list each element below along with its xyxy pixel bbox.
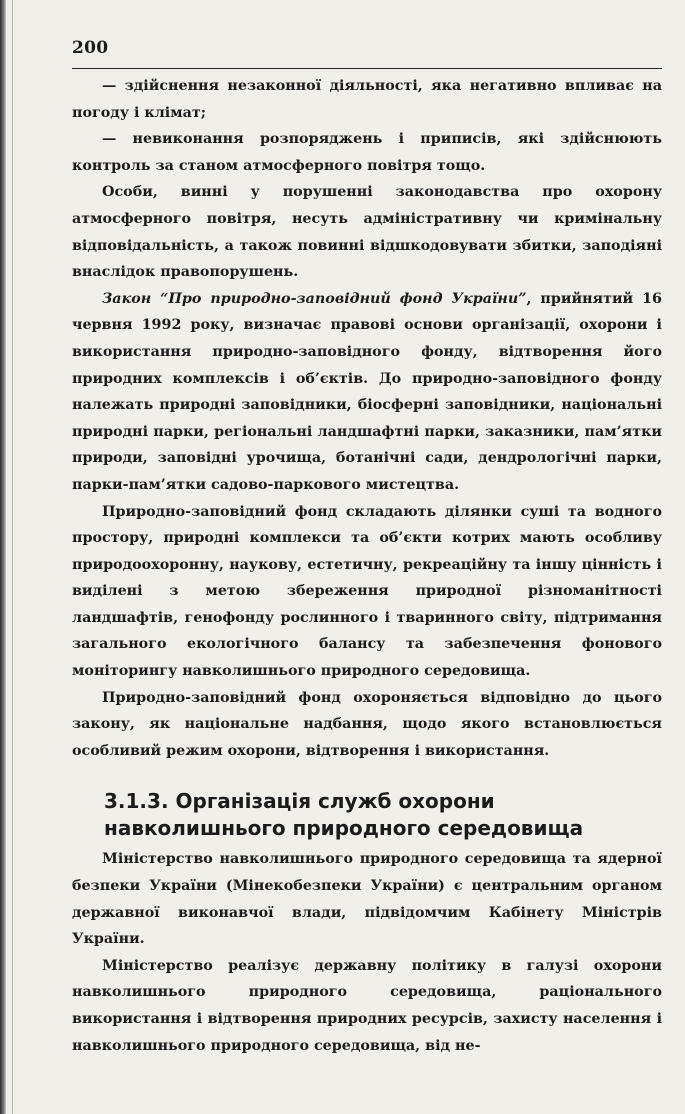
paragraph-ministry-policy: Міністерство реалізує державну політику в галузі охорони навколишнього природного середовища, раціонального використання і відтворення природних ресурсів, захисту населення і навколишнього природного середовища, від не- — [72, 957, 662, 1054]
section-heading-line-2: навколишнього природного середовища — [104, 816, 584, 841]
paragraph-ministry-definition: Міністерство навколишнього природного середовища та ядерної безпеки України (Мінекобезпеки України) є центральним органом державної виконавчої влади, підвідомчим Кабінету Міністрів України. — [72, 851, 662, 948]
paragraph-fund-protection: Природно-заповідний фонд охороняється відповідно до цього закону, як національне надбання, щодо якого встановлюється особливий режим охорони, відтворення і використання. — [72, 689, 662, 759]
page-content — [72, 73, 662, 1059]
paragraph-law-protected-areas — [72, 286, 662, 499]
section-heading-line-1: 3.1.3. Організація служб охорони — [104, 789, 495, 814]
paragraph-noncompliance: — невиконання розпоряджень і приписів, які здійснюють контроль за станом атмосферного повітря тощо. — [72, 131, 662, 174]
law-title: Закон “Про природно-заповідний фонд України” — [102, 290, 527, 307]
book-spine-shadow — [0, 0, 6, 1114]
law-description: , прийнятий 16 червня 1992 року, визначає правові основи організації, охорони і використання природно-заповідного фонду, відтворення його природних комплексів і об’єктів. До природно-заповідного фонду належать природні заповідники, біосферні заповідники, національні природні парки, регіональні ландшафтні парки, заказники, пам’ятки природи, заповідні урочища, ботанічні сади, дендрологічні парки, парки-пам’ятки садово-паркового мистецтва. — [72, 290, 662, 493]
paragraph-illegal-activity: — здійснення незаконної діяльності, яка негативно впливає на погоду і клімат; — [72, 78, 662, 121]
paragraph-fund-composition: Природно-заповідний фонд складають ділянки суші та водного простору, природні комплекси та об’єкти котрих мають особливу природоохоронну, наукову, естетичну, рекреаційну та іншу цінність і виділені з метою збереження природної різноманітності ландшафтів, генофонду рослинного і тваринного світу, підтримання загального екологічного балансу та забезпечення фонового моніторингу навколишнього природного середовища. — [72, 503, 662, 680]
page-number: 200 — [72, 38, 109, 58]
paragraph-liability: Особи, винні у порушенні законодавства про охорону атмосферного повітря, несуть адміністративну чи кримінальну відповідальність, а також повинні відшкодовувати збитки, заподіяні внаслідок правопорушень. — [72, 184, 662, 281]
section-heading — [104, 788, 662, 842]
page-header — [72, 38, 662, 69]
book-page — [72, 38, 662, 1059]
page-margin-line — [12, 0, 13, 1114]
